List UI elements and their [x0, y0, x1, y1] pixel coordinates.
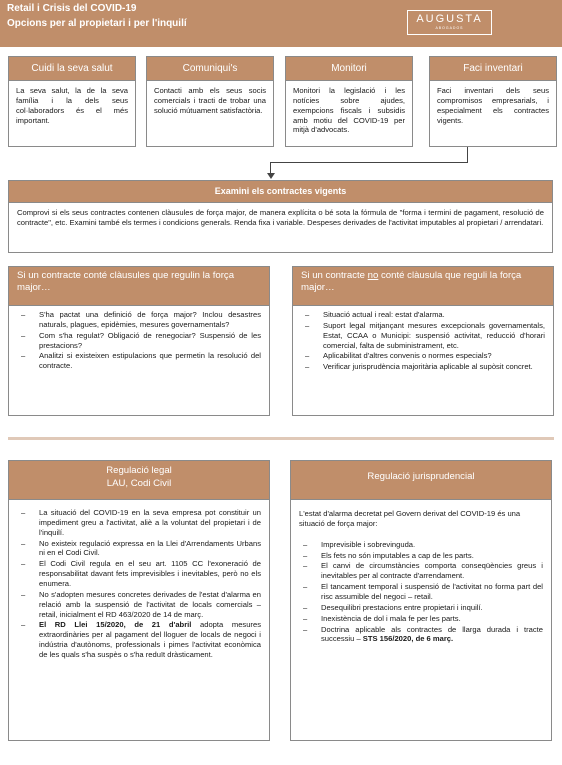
examine-title: Examini els contractes vigents [9, 181, 552, 203]
header-bar [0, 0, 562, 47]
section-divider [8, 437, 554, 440]
legal-list [9, 500, 269, 660]
legal-title: Regulació legal [106, 465, 172, 476]
connector-line-down [467, 147, 468, 162]
logo-subtext: ABOGADOS [435, 26, 464, 30]
box-health-title: Cuidi la seva salut [9, 57, 135, 81]
box-juris-regulation [290, 460, 552, 741]
box-inventory [429, 56, 557, 147]
list-item: – S'ha pactat una definició de força major? Inclou desastres naturals, plagues, epidèmies, mesures governamentals? [21, 310, 261, 329]
list-item: – Aplicabilitat d'altres convenis o normes especials? [305, 351, 492, 361]
box-examine-contracts [8, 180, 553, 253]
juris-intro: L'estat d'alarma decretat pel Govern derivat del COVID-19 és una situació de força major: [299, 509, 521, 528]
box-monitor [285, 56, 413, 147]
list-item: – El Codi Civil regula en el seu art. 1105 CC l'exoneració de responsabilitat davant fets imprevisibles i inevitables, però no els enumera. [21, 559, 261, 589]
examine-text: Comprovi si els seus contractes contenen clàusules de força major, de manera explícita o bé sota la fórmula de "forma i termini de pagament, resolució de contracte", etc. Examini també els termes i condicions generals. Renda fixa i variable. Despeses derivades de l'activitat imputables al propietari / arrendatari. [17, 208, 544, 227]
list-item: – Inexistència de dol i mala fe per les parts. [303, 613, 461, 623]
connector-line-horizontal [270, 162, 468, 163]
logo-text: AUGUSTA [416, 13, 483, 25]
list-item: – Desequilibri prestacions entre propietari i inquilí. [303, 602, 483, 612]
box-health-text: La seva salut, la de la seva família i la dels seus col·laboradors és el més important. [16, 86, 128, 125]
list-item: – Doctrina aplicable als contractes de llarga durada i tracte successiu – STS 156/2020, de 6 març. [303, 624, 543, 644]
list-item: – El RD Llei 15/2020, de 21 d'abril adopta mesures extraordinàries per al pagament del lloguer de locals de negoci i indústria d'autònoms, professionals i pimes l'activitat econòmica de les quals s'ha suspès o s'ha reduït dràsticament. [21, 620, 261, 660]
box-health [8, 56, 136, 147]
list-item: – Imprevisible i sobrevinguda. [303, 539, 416, 549]
arrow-down-icon [267, 173, 275, 179]
list-item: – No s'adopten mesures concretes derivades de l'estat d'alarma en relació amb la suspensió de l'activitat de locals comercials – retail, inicialment el RD 463/2020 de 14 de març. [21, 589, 261, 619]
box-communicate-title: Comuniqui's [147, 57, 273, 81]
legal-subtitle: LAU, Codi Civil [106, 477, 172, 489]
box-inventory-title: Faci inventari [430, 57, 556, 81]
legal-title-block [9, 461, 269, 500]
box-with-clause [8, 266, 270, 416]
list-item: – La situació del COVID-19 en la seva empresa pot constituir un impediment greu a l'activitat, aliè a la voluntat del propietari i de l'inquilí. [21, 508, 261, 537]
without-clause-title: Si un contracte no conté clàusula que reguli la força major… [293, 267, 553, 306]
box-monitor-title: Monitori [286, 57, 412, 81]
list-item: – Verificar jurisprudència majoritària aplicable al supòsit concret. [305, 362, 533, 372]
list-item: – El canvi de circumstàncies comporta conseqüències greus i inevitables per al contracte d'arrendament. [303, 561, 543, 581]
augusta-logo [407, 10, 492, 35]
list-item: – Com s'ha regulat? Obligació de renegociar? Suspensió de les prestacions? [21, 330, 261, 350]
page-title: Retail i Crisis del COVID-19 [7, 3, 137, 14]
with-clause-title: Si un contracte conté clàusules que regulin la força major… [9, 267, 269, 306]
box-legal-regulation [8, 460, 270, 741]
list-item: – Analitzi si existeixen estipulacions que permetin la resolució del contracte. [21, 351, 261, 371]
list-item: – No existeix regulació expressa en la Llei d'Arrendaments Urbans ni en el Codi Civil. [21, 538, 261, 558]
without-clause-list [293, 306, 553, 372]
box-without-clause [292, 266, 554, 416]
list-item: – Suport legal mitjançant mesures excepcionals governamentals, Estat, CCAA o Municipi: suspensió activitat, reducció d'horari comercial, falta de subministrament, etc. [305, 320, 545, 350]
juris-title: Regulació jurisprudencial [291, 461, 551, 500]
list-item: – Situació actual i real: estat d'alarma. [305, 310, 445, 319]
page-subtitle: Opcions per al propietari i per l'inquilí [7, 18, 187, 29]
list-item: – El tancament temporal i suspensió de l'activitat no forma part del risc assumible del negoci – retail. [303, 582, 543, 602]
list-item: – Els fets no són imputables a cap de les parts. [303, 550, 474, 560]
box-inventory-text: Faci inventari dels seus compromisos empresarials, i especialment els contractes vigents. [437, 86, 549, 125]
box-monitor-text: Monitori la legislació i les notícies sobre ajudes, exempcions fiscals i subsidis amb motiu del COVID-19 per mitjà d'advocats. [293, 86, 405, 135]
box-communicate-text: Contacti amb els seus socis comercials i tracti de trobar una solució mútuament satisfactòria. [154, 86, 266, 115]
box-communicate [146, 56, 274, 147]
with-clause-list [9, 306, 269, 371]
juris-list [291, 529, 551, 645]
